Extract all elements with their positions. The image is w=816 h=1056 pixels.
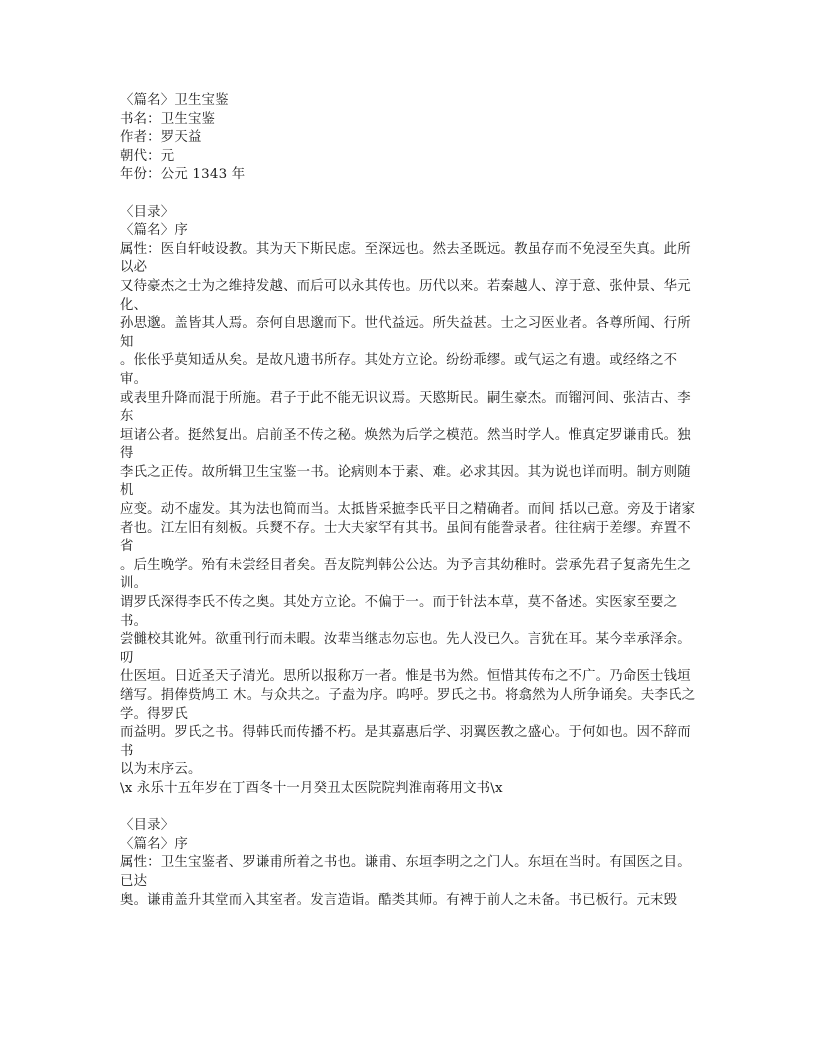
paragraph-line: 奥。谦甫盖升其堂而入其室者。发言造诣。酷类其师。有裨于前人之未备。书已板行。元末毁 (120, 892, 678, 908)
paragraph-line: 尝雠校其讹舛。欲重刊行而未暇。汝辈当继志勿忘也。先人没已久。言犹在耳。某今幸承泽余。叨 (120, 632, 691, 666)
paragraph-line: 应变。动不虚发。其为法也简而当。太抵皆采摭李氏平日之精确者。而间 括以己意。旁及于诸家 (120, 502, 696, 518)
paragraph-line: 以为末序云。 (120, 762, 202, 778)
year-line: 年份：公元 1343 年 (120, 167, 246, 183)
paragraph-line: 者也。江左旧有刻板。兵燹不存。士大夫家罕有其书。虽间有能誊录者。往往病于差缪。弃置不省 (120, 520, 691, 555)
paragraph-line: 仕医垣。日近圣天子清光。思所以报称万一者。惟是书为然。恒惜其传布之不广。乃命医士钱垣 (120, 669, 691, 685)
toc-marker: 〈目录〉 (120, 818, 175, 834)
spacer (120, 799, 704, 818)
paragraph-line: 属性：卫生宝鉴者、罗谦甫所着之书也。谦甫、东垣李明之之门人。东垣在当时。有国医之目。已达 (120, 855, 691, 889)
document-page (120, 92, 704, 910)
paragraph-line: 谓罗氏深得李氏不传之奥。其处方立论。不偏于一。而于针法本草，莫不备述。实医家至要之书。 (120, 595, 678, 629)
paragraph-line: 。后生晚学。殆有未尝经目者矣。吾友院判韩公公达。为予言其幼稚时。尝承先君子复斋先生之训。 (120, 557, 691, 592)
book-name-line: 书名：卫生宝鉴 (120, 111, 216, 127)
paragraph-line: 而益明。罗氏之书。得韩氏而传播不朽。是其嘉惠后学、羽翼医教之盛心。于何如也。因不辞而书 (120, 725, 691, 759)
paragraph-line: 垣诸公者。挺然复出。启前圣不传之秘。焕然为后学之模范。然当时学人。惟真定罗谦甫氏。独得 (120, 427, 691, 462)
signature-line: \x 永乐十五年岁在丁酉冬十一月癸丑太医院院判淮南蒋用文书\x (120, 780, 503, 796)
chapter-title-line: 〈篇名〉卫生宝鉴 (120, 93, 229, 108)
paragraph-line: 孙思邈。盖皆其人焉。奈何自思邈而下。世代益远。所失益甚。士之习医业者。各尊所闻、行所知 (120, 316, 691, 350)
paragraph-line: 缮写。捐俸赀鸠工 木。与众共之。子盍为序。呜呼。罗氏之书。将翕然为人所争诵矣。夫李氏之 (120, 688, 696, 703)
paragraph-line: 李氏之正传。故所辑卫生宝鉴一书。论病则本于素、难。必求其因。其为说也详而明。制方则随机 (120, 464, 691, 499)
preface-section-1 (120, 204, 704, 799)
paragraph-line: 属性：医自轩岐设教。其为天下斯民虑。至深远也。然去圣既远。教虽存而不免浸至失真。此所以必 (120, 241, 691, 276)
paragraph-line: 。伥伥乎莫知适从矣。是故凡遗书所存。其处方立论。纷纷乖缪。或气运之有遗。或经络之不审。 (120, 353, 678, 387)
preface-section-2 (120, 817, 704, 910)
header-block (120, 92, 704, 185)
paragraph-line: 学。得罗氏 (120, 706, 188, 722)
section-title: 〈篇名〉序 (120, 836, 188, 852)
author-line: 作者：罗天益 (120, 130, 202, 146)
spacer (120, 185, 704, 204)
paragraph-line: 又待豪杰之士为之维持发越、而后可以永其传也。历代以来。若秦越人、淳于意、张仲景、华元化、 (120, 278, 691, 313)
paragraph-line: 或表里升降而混于所施。君子于此不能无识议焉。天愍斯民。嗣生豪杰。而镏河间、张洁古、李东 (120, 390, 691, 425)
section-title: 〈篇名〉序 (120, 223, 188, 239)
toc-marker: 〈目录〉 (120, 204, 175, 220)
dynasty-line: 朝代：元 (120, 148, 175, 164)
